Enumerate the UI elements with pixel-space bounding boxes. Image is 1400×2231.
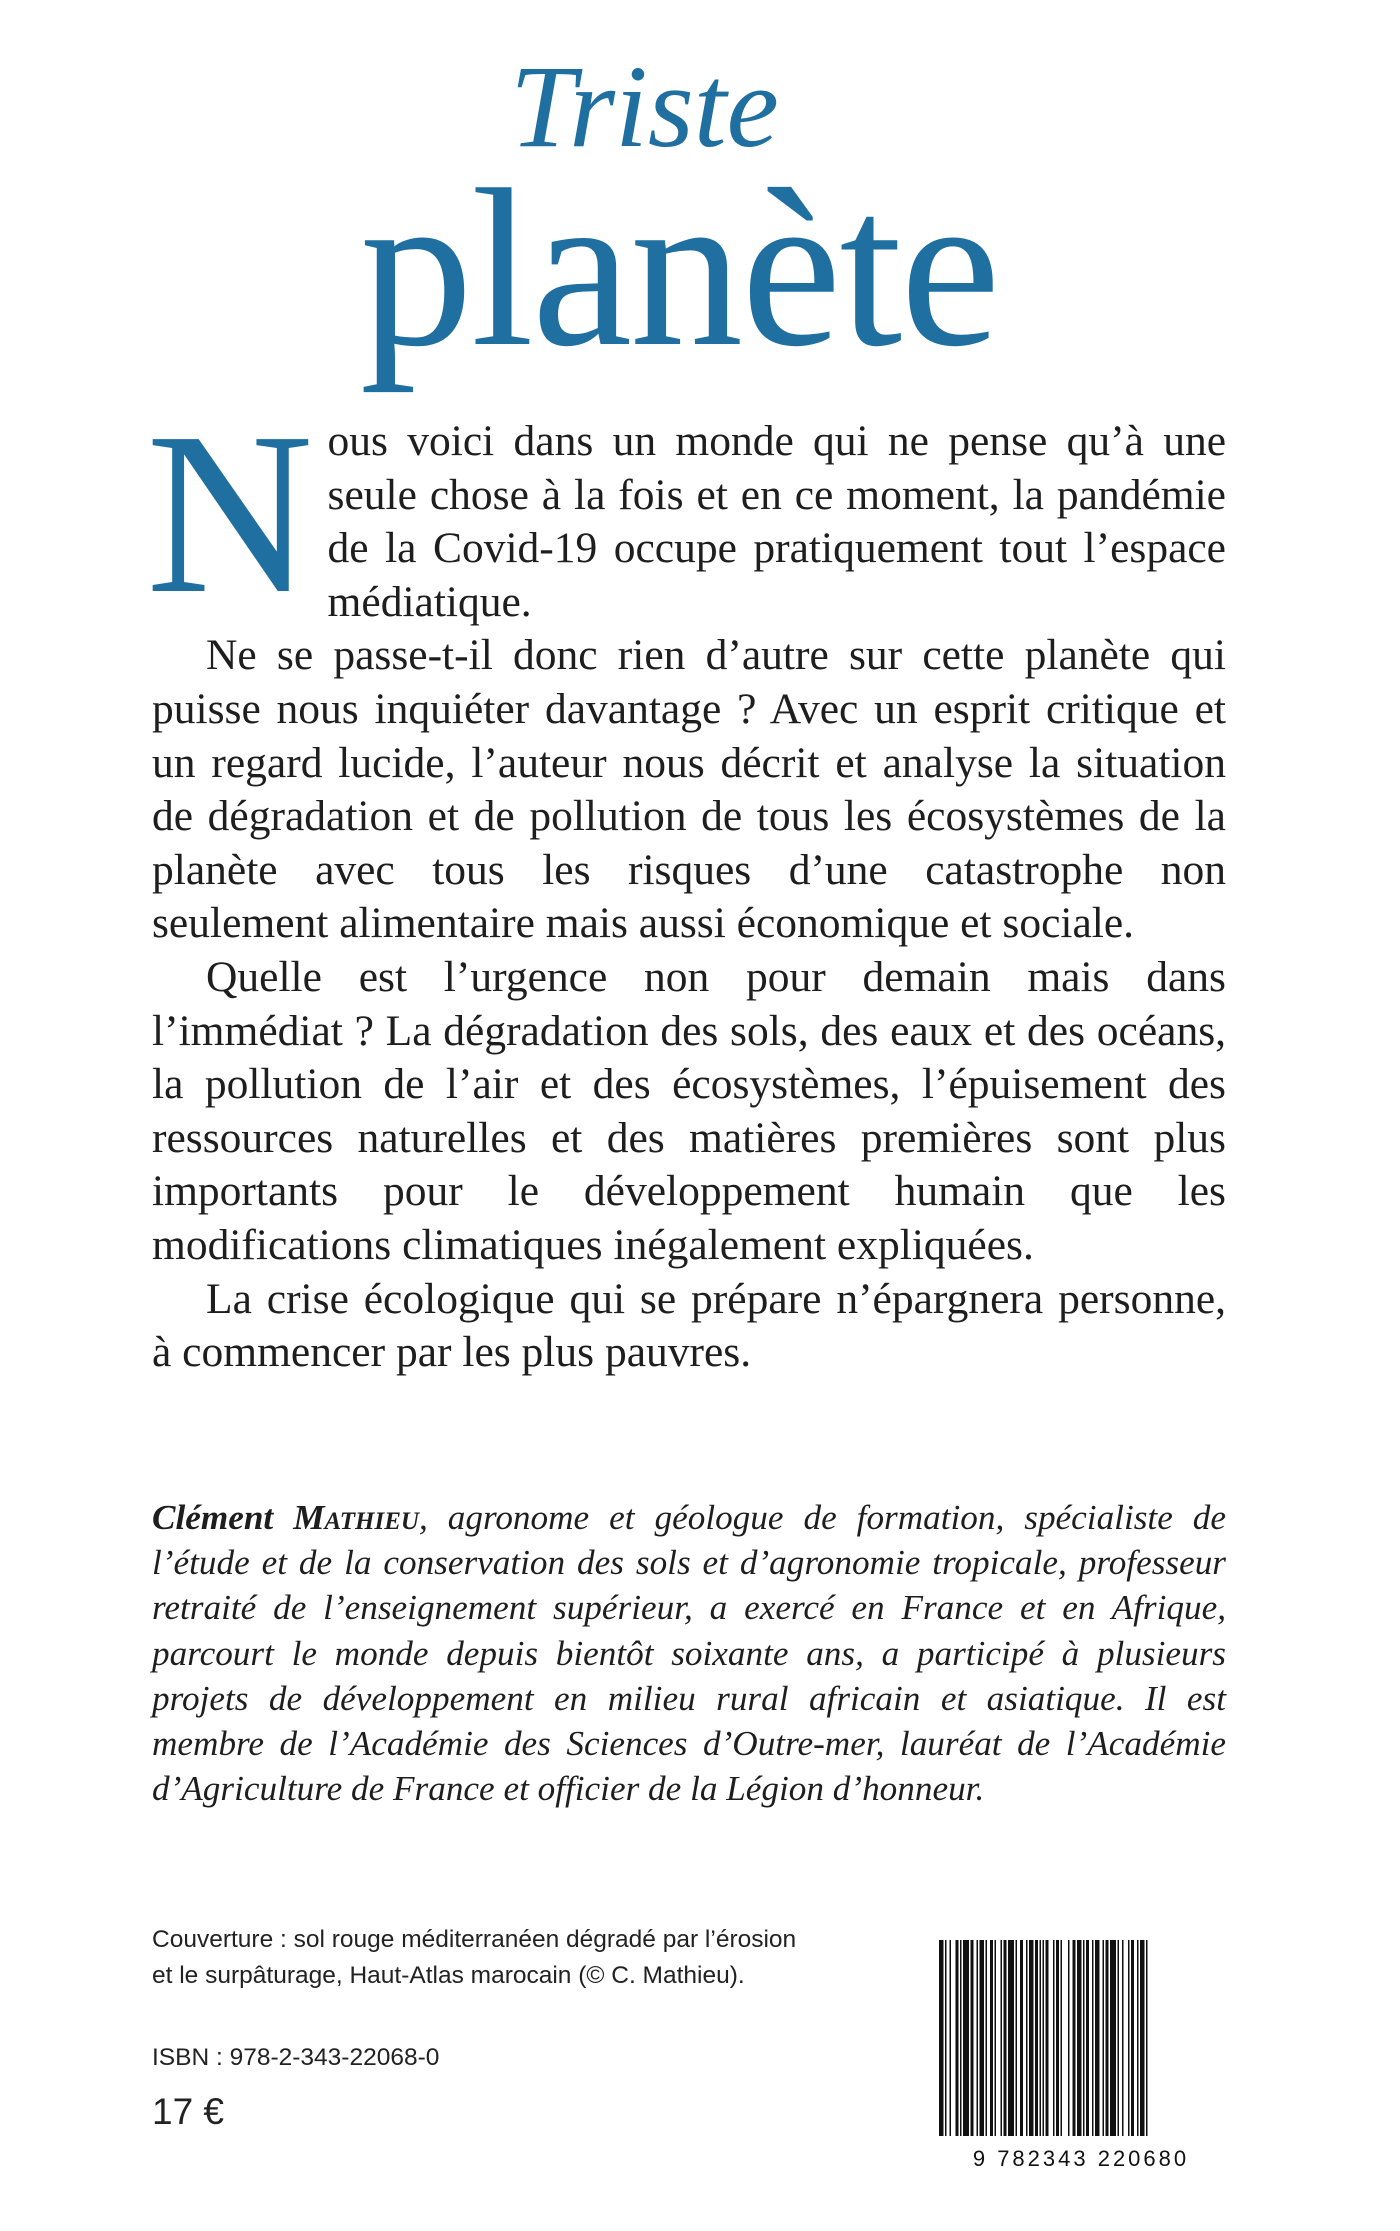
cover-credit-line-1: Couverture : sol rouge méditerranéen dégradé par l’érosion (152, 1926, 797, 1953)
barcode-bar (977, 1940, 979, 2136)
barcode-bar (1095, 1940, 1100, 2136)
author-bio-text: , agronome et géologue de formation, spécialiste de l’étude et de la conservation des sols et d’agronomie tropicale, professeur retraité de l’enseignement supérieur, a exercé en France et en Afrique, parcourt le monde depuis bientôt soixante ans, a participé à plusieurs projets de développement en milieu rural africain et asiatique. Il est membre de l’Académie des Sciences d’Outre-mer, lauréat de l’Académie d’Agriculture de France et officier de la Légion d’honneur. (152, 1498, 1227, 1809)
barcode-bar (1106, 1940, 1109, 2136)
blurb-paragraph-1-text: ous voici dans un monde qui ne pense qu’à une seule chose à la fois et en ce moment, la pandémie de la Covid-19 occupe pratiquement tout l’espace médiatique. (327, 417, 1226, 626)
barcode-bar (1043, 1940, 1045, 2136)
cover-credit (152, 1922, 852, 1994)
barcode-bar (1128, 1940, 1130, 2136)
barcode-bar (960, 1940, 962, 2136)
author-bio (152, 1495, 1226, 1811)
drop-cap: N (146, 385, 314, 642)
barcode-bar (995, 1940, 997, 2136)
barcode-bar (1001, 1940, 1003, 2136)
barcode-bar (1016, 1940, 1018, 2136)
barcode-bar (980, 1940, 985, 2136)
barcode-bar (1061, 1940, 1063, 2136)
price: 17 € (152, 2091, 225, 2132)
barcode-bar (945, 1940, 947, 2136)
barcode-bar (1083, 1940, 1085, 2136)
barcode-bar (986, 1940, 988, 2136)
blurb-paragraph-2: Ne se passe-t-il donc rien d’autre sur cette planète qui puisse nous inquiéter davantage ? Avec un esprit critique et un regard lucide, l’auteur nous décrit et analyse la situation de dégradation et de pollution de tous les écosystèmes de la planète avec tous les risques d’une catastrophe non seulement alimentaire mais aussi économique et sociale. (152, 631, 1226, 948)
barcode-bar (1122, 1940, 1124, 2136)
author-last-name: Mathieu (293, 1498, 419, 1537)
barcode-bar (1053, 1940, 1055, 2136)
barcode-bar (1046, 1940, 1049, 2136)
barcode-bar (1073, 1940, 1076, 2136)
blurb-paragraph-1 (146, 385, 1226, 642)
barcode-bar (1026, 1940, 1028, 2136)
barcode (935, 1940, 1227, 2172)
barcode-bar (1040, 1940, 1042, 2136)
barcode-bar (1008, 1940, 1014, 2136)
barcode-bar (1035, 1940, 1038, 2136)
barcode-bar (1056, 1940, 1059, 2136)
barcode-bar (971, 1940, 974, 2136)
barcode-digits: 9 782343 220680 (972, 2146, 1190, 2171)
barcode-bar (956, 1940, 959, 2136)
author-name (152, 1498, 419, 1537)
title-line-2: planète (360, 143, 999, 393)
barcode-bar (1068, 1940, 1070, 2136)
barcode-bar (1131, 1940, 1134, 2136)
barcode-bar (939, 1940, 944, 2136)
isbn: ISBN : 978-2-343-22068-0 (152, 2044, 440, 2071)
barcode-bar (1004, 1940, 1007, 2136)
barcode-bar (1103, 1940, 1105, 2136)
title-line-1: Triste (510, 41, 779, 172)
blurb-paragraph-4: La crise écologique qui se prépare n’épargnera personne, à commencer par les plus pauvres. (152, 1274, 1226, 1377)
barcode-bar (963, 1940, 969, 2136)
barcode-bar (1029, 1940, 1034, 2136)
barcode-bar (990, 1940, 993, 2136)
cover-credit-line-2: et le surpâturage, Haut-Atlas marocain (© C. Mathieu). (152, 1962, 745, 1989)
blurb-paragraph-3: Quelle est l’urgence non pour demain mais dans l’immédiat ? La dégradation des sols, des eaux et des océans, la pollution de l’air et des écosystèmes, l’épuisement des ressources naturelles et des matières premières sont plus importants pour le développement humain que les modifications climatiques inégalement expliquées. (152, 952, 1226, 1269)
barcode-bar (1137, 1940, 1139, 2136)
author-first-name: Clément (152, 1498, 274, 1537)
barcode-bar (1020, 1940, 1023, 2136)
barcode-bar (950, 1940, 952, 2136)
blurb (146, 385, 1226, 1380)
barcode-bar (1146, 1940, 1148, 2136)
barcode-bar (1092, 1940, 1094, 2136)
barcode-bar (1140, 1940, 1145, 2136)
barcode-bars (939, 1940, 1148, 2136)
barcode-bar (1118, 1940, 1120, 2136)
barcode-bar (1077, 1940, 1082, 2136)
barcode-bar (1110, 1940, 1116, 2136)
barcode-bar (1086, 1940, 1089, 2136)
